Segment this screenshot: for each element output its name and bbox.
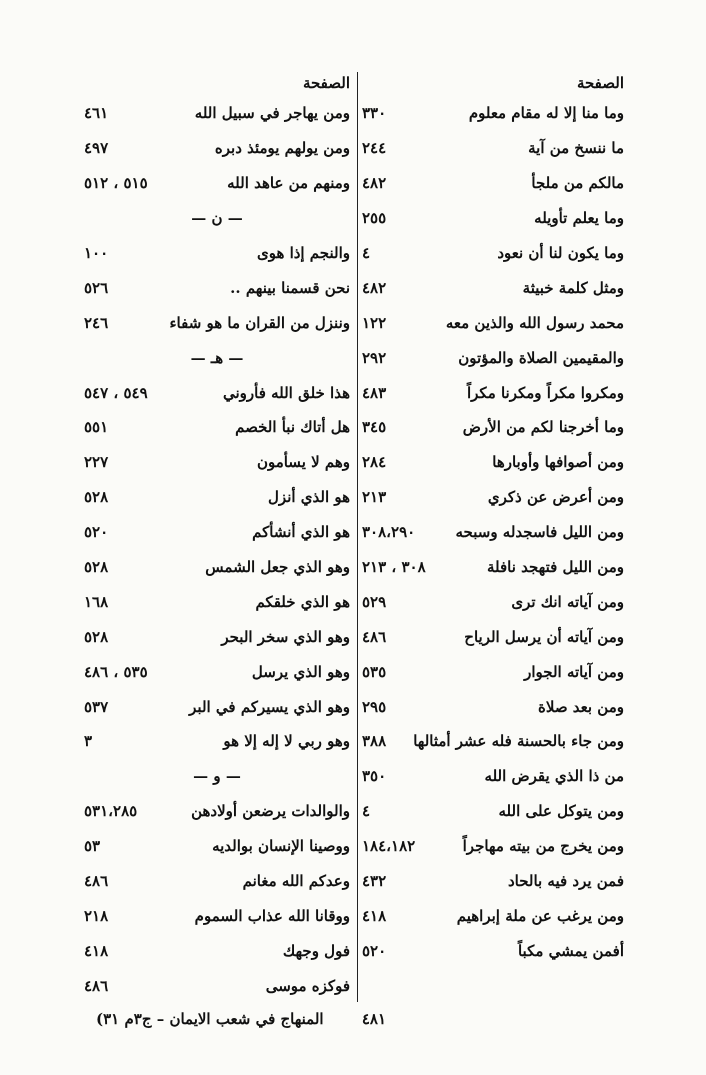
index-entry <box>362 340 624 375</box>
entry-phrase: وهو الذي يسيركم في البر <box>189 697 350 716</box>
entry-phrase: هذا خلق الله فأروني <box>222 383 350 402</box>
entry-phrase: ومن الليل فاسجدله وسبحه <box>455 523 624 542</box>
index-entry <box>362 689 624 724</box>
entry-page-number: ٢٢٧ <box>84 453 109 472</box>
entry-phrase: وهم لا يسأمون <box>256 453 350 472</box>
column-header-page: الصفحة <box>302 74 350 92</box>
letter-section-separator: — ن — <box>191 209 243 228</box>
entry-page-number: ١٢٢ <box>362 313 387 332</box>
entry-page-number: ٥٣ <box>84 837 101 856</box>
entry-page-number: ٥٣١،٢٨٥ <box>84 802 138 821</box>
entry-page-number: ٥٢٠ <box>84 523 109 542</box>
entry-phrase: والوالدات يرضعن أولادهن <box>191 802 350 821</box>
entry-page-number: ٣٠٨ ، ٢١٣ <box>362 558 426 577</box>
entry-page-number: ٢٩٥ <box>362 697 387 716</box>
entry-phrase: ومن آياته الجوار <box>524 662 624 681</box>
entry-phrase: ووصينا الإنسان بوالديه <box>212 837 350 856</box>
entry-page-number: ٤٩٧ <box>84 139 109 158</box>
left-index-list <box>84 96 350 1003</box>
entry-phrase: ومن أصوافها وأوبارها <box>492 453 624 472</box>
column-header-page: الصفحة <box>576 74 624 92</box>
index-entry <box>84 724 350 759</box>
entry-page-number: ١٦٨ <box>84 592 109 611</box>
entry-page-number: ٥٣٧ <box>84 697 109 716</box>
entry-phrase: ومن جاء بالحسنة فله عشر أمثالها <box>413 732 624 751</box>
entry-page-number: ٣ <box>84 732 93 751</box>
entry-page-number: ٤١٨ <box>362 906 387 925</box>
entry-phrase: ووقانا الله عذاب السموم <box>194 906 350 925</box>
index-entry <box>362 759 624 794</box>
entry-phrase: نحن قسمنا بينهم .. <box>230 278 350 297</box>
footer-page-number: ٤٨١ <box>361 1010 386 1028</box>
index-entry <box>362 654 624 689</box>
entry-phrase: ومن يتوكل على الله <box>498 802 624 821</box>
index-entry <box>84 584 350 619</box>
entry-phrase: وما يعلم تأويله <box>534 209 624 228</box>
entry-phrase: محمد رسول الله والذين معه <box>445 313 624 332</box>
entry-page-number: ٢١٣ <box>362 488 387 507</box>
index-entry <box>362 305 624 340</box>
entry-phrase: فول وجهك <box>282 941 350 960</box>
entry-page-number: ٥٣٥ ، ٤٨٦ <box>84 662 148 681</box>
entry-page-number: ٢٤٤ <box>362 139 387 158</box>
entry-page-number: ٣٨٨ <box>362 732 387 751</box>
index-entry <box>84 619 350 654</box>
entry-page-number: ٢٨٤ <box>362 453 387 472</box>
index-entry <box>84 933 350 968</box>
entry-phrase: والنجم إذا هوى <box>256 244 350 262</box>
index-entry <box>362 794 624 829</box>
index-entry <box>362 375 624 410</box>
entry-phrase: ومن يهاجر في سبيل الله <box>194 104 350 123</box>
letter-section-separator: — و — <box>193 767 241 786</box>
index-entry <box>362 131 624 166</box>
index-entry <box>84 445 350 480</box>
entry-phrase: وهو الذي سخر البحر <box>221 627 350 646</box>
entry-page-number: ٤٨٢ <box>362 174 387 193</box>
entry-phrase: ومن يخرج من بيته مهاجراً <box>462 837 624 856</box>
entry-page-number: ٣٣٠ <box>362 104 387 123</box>
entry-phrase: ومكروا مكراً ومكرنا مكراً <box>466 383 624 402</box>
entry-phrase: ومن يرغب عن ملة إبراهيم <box>456 906 624 925</box>
entry-phrase: وما منا إلا له مقام معلوم <box>468 104 624 123</box>
entry-page-number: ٥٢٩ <box>362 592 387 611</box>
entry-phrase: ومنهم من عاهد الله <box>227 174 350 193</box>
entry-page-number: ٥٢٦ <box>84 278 109 297</box>
entry-page-number: ٥٢٨ <box>84 558 109 577</box>
entry-page-number: ٥٢٠ <box>362 941 387 960</box>
index-entry <box>84 410 350 445</box>
column-divider <box>357 72 358 1002</box>
index-entry <box>84 166 350 201</box>
entry-page-number: ١٨٤،١٨٢ <box>362 837 416 856</box>
entry-phrase: والمقيمين الصلاة والمؤتون <box>458 348 624 367</box>
index-entry <box>362 864 624 899</box>
index-entry <box>84 270 350 305</box>
entry-phrase: هل أتاك نبأ الخصم <box>235 418 350 437</box>
entry-page-number: ٢٥٥ <box>362 209 387 228</box>
entry-page-number: ٤٨٦ <box>84 872 109 891</box>
entry-page-number: ٤ <box>362 244 371 262</box>
entry-page-number: ٤٨٢ <box>362 278 387 297</box>
entry-phrase: ومن يولهم يومئذ دبره <box>214 139 350 158</box>
entry-phrase: ومثل كلمة خبيثة <box>522 278 624 297</box>
index-entry <box>362 201 624 236</box>
entry-phrase: ومن آياته انك ترى <box>511 592 624 611</box>
entry-phrase: وما أخرجنا لكم من الأرض <box>462 418 624 437</box>
index-entry <box>362 480 624 515</box>
entry-phrase: ومن أعرض عن ذكري <box>487 488 624 507</box>
index-entry <box>362 410 624 445</box>
entry-page-number: ٤٦١ <box>84 104 109 123</box>
entry-phrase: من ذا الذي يقرض الله <box>484 767 624 786</box>
index-entry <box>84 968 350 1003</box>
entry-page-number: ٥٥١ <box>84 418 109 437</box>
entry-phrase: وهو الذي جعل الشمس <box>205 558 350 577</box>
entry-phrase: فمن يرد فيه بالحاد <box>507 872 624 891</box>
footer-book-title: المنهاج في شعب الايمان – ج٣م ٣١) <box>96 1010 324 1028</box>
entry-page-number: ٤٣٢ <box>362 872 387 891</box>
entry-phrase: ومن آياته أن يرسل الرياح <box>464 627 624 646</box>
index-entry <box>362 166 624 201</box>
entry-page-number: ٤ <box>362 802 371 821</box>
entry-page-number: ٢٤٦ <box>84 313 109 332</box>
index-entry <box>362 584 624 619</box>
entry-page-number: ٢١٨ <box>84 906 109 925</box>
index-entry <box>84 515 350 550</box>
index-entry <box>362 933 624 968</box>
index-entry <box>84 236 350 271</box>
entry-page-number: ٥٤٩ ، ٥٤٧ <box>84 383 148 402</box>
entry-page-number: ٣٠٨،٢٩٠ <box>362 523 416 542</box>
index-entry <box>84 864 350 899</box>
index-entry <box>362 550 624 585</box>
index-entry <box>84 898 350 933</box>
index-entry <box>362 236 624 271</box>
entry-phrase: وهو الذي يرسل <box>251 662 350 681</box>
right-index-column <box>362 70 624 968</box>
entry-page-number: ٥٢٨ <box>84 488 109 507</box>
entry-phrase: ومن بعد صلاة <box>538 697 624 716</box>
right-index-list <box>362 96 624 968</box>
index-entry <box>362 270 624 305</box>
entry-page-number: ٤١٨ <box>84 941 109 960</box>
index-entry <box>84 829 350 864</box>
entry-phrase: وما يكون لنا أن نعود <box>497 244 624 262</box>
index-entry <box>84 689 350 724</box>
index-entry <box>362 515 624 550</box>
entry-page-number: ٥٣٥ <box>362 662 387 681</box>
index-entry <box>84 375 350 410</box>
entry-page-number: ٤٨٣ <box>362 383 387 402</box>
index-entry <box>84 131 350 166</box>
entry-page-number: ٤٨٦ <box>362 627 387 646</box>
left-index-column <box>84 70 350 1003</box>
index-entry <box>84 305 350 340</box>
index-entry <box>362 724 624 759</box>
entry-phrase: هو الذي خلقكم <box>255 592 350 611</box>
index-entry <box>362 445 624 480</box>
index-entry <box>84 480 350 515</box>
index-entry <box>84 550 350 585</box>
entry-page-number: ٢٩٢ <box>362 348 387 367</box>
entry-page-number: ١٠٠ <box>84 244 109 262</box>
entry-page-number: ٣٥٠ <box>362 767 387 786</box>
entry-phrase: وهو ربي لا إله إلا هو <box>223 732 350 751</box>
entry-phrase: أفمن يمشي مكباً <box>517 941 624 960</box>
entry-page-number: ٥١٥ ، ٥١٢ <box>84 174 148 193</box>
entry-phrase: مالكم من ملجأ <box>531 174 624 193</box>
entry-phrase: فوكزه موسى <box>265 976 350 995</box>
page-footer <box>96 1010 386 1028</box>
entry-phrase: هو الذي أنزل <box>268 488 350 507</box>
entry-phrase: وعدكم الله مغانم <box>242 872 350 891</box>
letter-section-separator: — هـ — <box>190 348 244 367</box>
index-entry <box>362 898 624 933</box>
index-entry <box>362 96 624 131</box>
index-entry <box>84 794 350 829</box>
entry-page-number: ٥٢٨ <box>84 627 109 646</box>
entry-phrase: ومن الليل فتهجد نافلة <box>486 558 624 577</box>
entry-phrase: ما ننسخ من آية <box>528 139 624 158</box>
entry-phrase: هو الذي أنشأكم <box>252 523 350 542</box>
entry-page-number: ٣٤٥ <box>362 418 387 437</box>
index-entry <box>84 654 350 689</box>
entry-page-number: ٤٨٦ <box>84 976 109 995</box>
index-entry <box>362 619 624 654</box>
entry-phrase: وننزل من القران ما هو شفاء <box>169 313 350 332</box>
index-entry <box>84 96 350 131</box>
index-entry <box>362 829 624 864</box>
